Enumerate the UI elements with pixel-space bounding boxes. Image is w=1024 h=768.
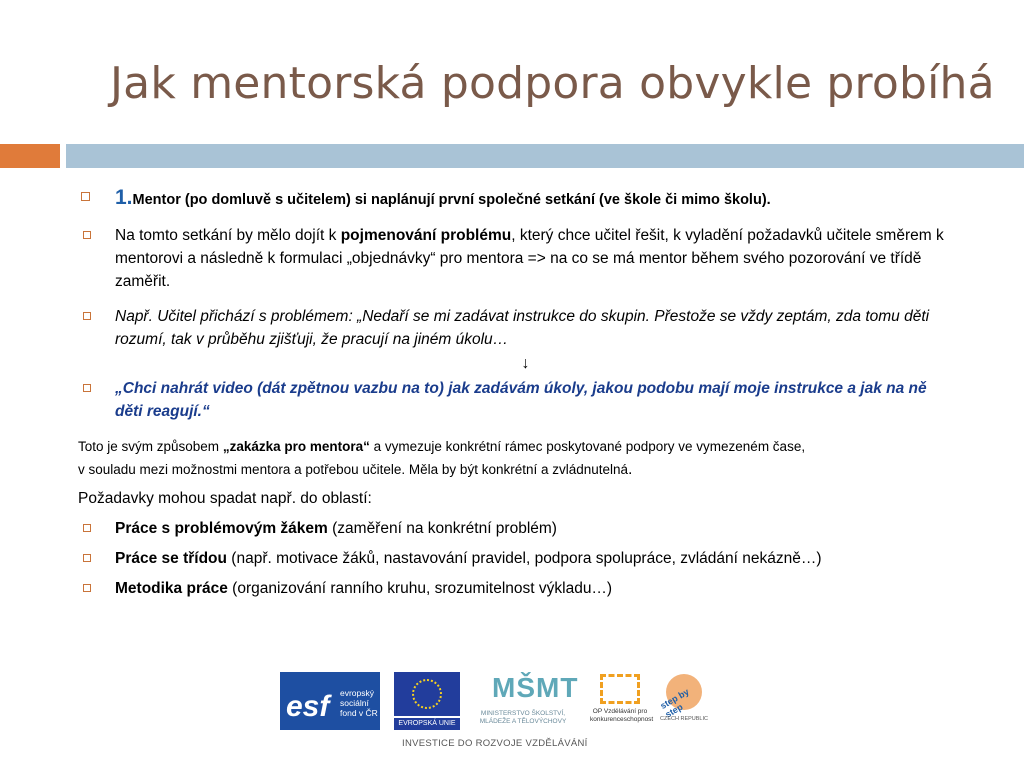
list-item-heading — [78, 186, 958, 212]
area-desc: (organizování ranního kruhu, srozumitelnost výkladu…) — [227, 580, 613, 597]
list-item-priklad — [78, 305, 958, 351]
example-text: Např. Učitel přichází s problémem: „Nedaří se mi zadávat instrukce do skupin. Přestože se vždy zeptám, zda tomu děti rozumí, tak v průběhu zjišťuji, že pracují na jiném úkolu… — [115, 308, 930, 348]
eu-stars-icon — [412, 679, 442, 709]
accent-bar-blue — [66, 144, 1024, 168]
accent-bar-orange — [0, 144, 60, 168]
list-item-area — [78, 547, 958, 570]
square-bullet-icon — [83, 312, 91, 320]
esf-caption-line: evropský — [340, 688, 375, 698]
text-span: . — [628, 461, 633, 478]
list-item-quote — [78, 377, 958, 423]
area-title: Práce s problémovým žákem — [115, 520, 328, 537]
op-vk-logo — [590, 672, 654, 730]
text-span: a vymezuje konkrétní rámec poskytované podpory ve vymezeném čase, — [369, 439, 806, 454]
step-heading: Mentor (po domluvě s učitelem) si naplánují první společné setkání (ve škole či mimo školu). — [132, 192, 771, 208]
op-label: OP Vzdělávání pro konkurenceschopnost — [590, 708, 654, 723]
list-item-area — [78, 577, 958, 600]
down-arrow-icon: ↓ — [521, 355, 530, 372]
eu-label: EVROPSKÁ UNIE — [394, 718, 460, 730]
slide-title: Jak mentorská podpora obvykle probíhá — [110, 58, 995, 109]
eu-flag-logo — [394, 672, 460, 730]
sbs-label: CZECH REPUBLIC — [660, 716, 708, 722]
square-bullet-icon — [83, 231, 91, 239]
square-bullet-icon — [83, 524, 91, 532]
area-title: Práce se třídou — [115, 550, 227, 567]
square-bullet-icon — [81, 192, 90, 201]
square-bullet-icon — [83, 384, 91, 392]
text-span: v souladu mezi možnostmi mentora a potřebou učitele. Měla by být konkrétní a zvládnutelná — [78, 462, 629, 477]
text-span: Na tomto setkání by mělo dojít k — [115, 227, 341, 244]
slide-content — [78, 184, 958, 600]
esf-caption-line: fond v ČR — [340, 708, 378, 718]
sbs-mark: step by step — [658, 686, 691, 720]
step-number: 1. — [115, 186, 133, 209]
msmt-logo — [478, 672, 579, 730]
areas-intro: Požadavky mohou spadat např. do oblastí: — [78, 490, 372, 507]
esf-mark: esf — [286, 690, 330, 723]
msmt-label: MINISTERSTVO ŠKOLSTVÍ, MLÁDEŽE A TĚLOVÝCHOVY — [479, 710, 567, 725]
msmt-mark: MŠMT — [492, 672, 579, 703]
bold-term: „zakázka pro mentora“ — [222, 439, 370, 454]
esf-logo — [280, 672, 380, 730]
text-span: , který chce učitel řešit, k vyladění požadavků učitele směrem k mentorovi a následně k formulaci „objednávky“ pro mentora => na co se má mentor během svého pozorování ve třídě zaměřit. — [115, 227, 944, 290]
list-item-area — [78, 517, 958, 540]
area-desc: (zaměření na konkrétní problém) — [327, 520, 557, 537]
logo-strip — [280, 672, 720, 749]
zakazka-paragraph — [78, 435, 958, 481]
square-bullet-icon — [83, 554, 91, 562]
text-span: Toto je svým způsobem — [78, 439, 223, 454]
investice-caption: INVESTICE DO ROZVOJE VZDĚLÁVÁNÍ — [402, 738, 588, 749]
area-title: Metodika práce — [115, 580, 228, 597]
quote-text: „Chci nahrát video (dát zpětnou vazbu na to) jak zadávám úkoly, jakou podobu mají moje instrukce a jak na ně děti reagují.“ — [115, 380, 927, 420]
esf-caption — [340, 688, 378, 718]
list-item-setkani — [78, 224, 958, 293]
step-by-step-logo — [656, 672, 712, 730]
bold-term: pojmenování problému — [340, 227, 512, 244]
area-desc: (např. motivace žáků, nastavování pravidel, podpora spolupráce, zvládání nekázně…) — [227, 550, 822, 567]
eu-flag-icon — [394, 672, 460, 716]
esf-caption-line: sociální — [340, 698, 369, 708]
square-bullet-icon — [83, 584, 91, 592]
op-frame-icon — [600, 674, 640, 704]
